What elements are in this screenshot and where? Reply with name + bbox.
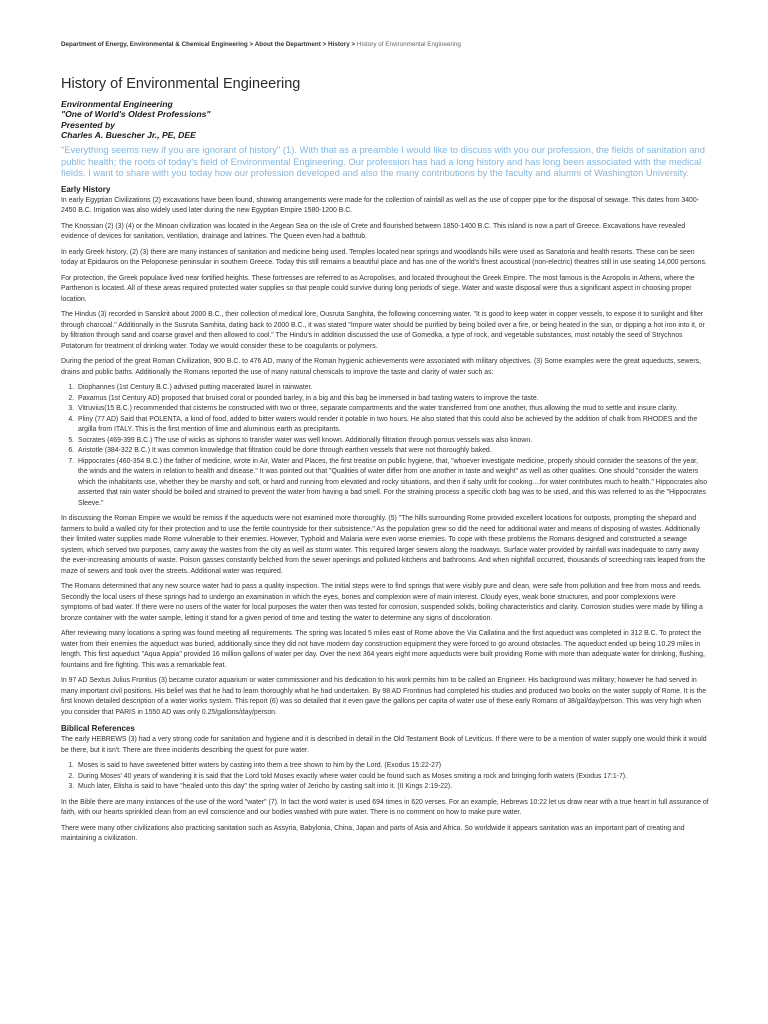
byline-author: Charles A. Buescher Jr., PE, DEE <box>61 129 196 140</box>
list-item: 6. Aristotle (384-322 B.C.) It was common knowledge that filtration could be done through earthen vessels that were not thoroughly baked. <box>76 446 709 457</box>
list-item: 3. Much later, Elisha is said to have "healed unto this day" the spring water of Jericho by casting salt into it. (II Kings 2:19-22). <box>76 782 709 793</box>
list-item: 1. Moses is said to have sweetened bitter waters by casting into them a tree shown to him by the Lord. (Exodus 15:22-27) <box>76 761 709 772</box>
page-title: History of Environmental Engineering <box>61 76 301 92</box>
paragraph: In early Egyptian Civilizations (2) excavations have been found, showing arrangements were made for the collection of rainfall as well as the use of copper pipe for the disposal of sewage. This dates from 3400-2450 B.C. Irrigation was also widely used later during the new Egyptian Empire 1580-1200 B.C. <box>61 196 699 215</box>
list-item: 2. During Moses' 40 years of wandering it is said that the Lord told Moses exactly where water could be found such as Moses smiting a rock and bringing forth waters (Exodus 17:1-7). <box>76 772 709 783</box>
breadcrumb-current: History of Environmental Engineering <box>356 41 461 48</box>
breadcrumb-separator: > <box>322 41 327 48</box>
section-heading-early-history: Early History <box>61 184 111 194</box>
breadcrumb-link-about[interactable]: About the Department <box>254 41 321 48</box>
list-item: 5. Socrates (469-399 B.C.) The use of wicks as siphons to transfer water was well known. Additionally filtration through porous vessels was also known. <box>76 436 709 447</box>
list-item: 1. Diophannes (1st Century B.C.) advised putting macerated laurel in rainwater. <box>76 383 709 394</box>
breadcrumb <box>61 40 709 49</box>
paragraph: In early Greek history, (2) (3) there are many instances of sanitation and medicine being used. Temples located near springs and woodlands hills were used as Sanatoria and health resorts. These can be seen today at Epidauros on the Peloponese peninsular in southern Greece. Today this still remains a beautiful place and has one of the world's finest acoustical (non-electric) theatres still in use seating 14,000 persons. <box>61 248 707 267</box>
paragraph: The early HEBREWS (3) had a very strong code for sanitation and hygiene and it is described in detail in the Old Testament Book of Leviticus. If there were to be a mention of water supply one would think it would be there, but it isn't. There are three incidents describing the quest for pure water. <box>61 736 707 754</box>
paragraph: During the period of the great Roman Civilization, 900 B.C. to 476 AD, many of the Roman hygienic achievements were associated with military objectives. (3) Some examples were the great aqueducts, sewers, drains and public baths. Additionally the Romans reported the use of many natural chemicals to improve the taste and clarity of water such as: <box>61 358 701 376</box>
intro-quote: "Everything seems new if you are ignorant of history" (1). With that as a preamble I would like to discuss with you our profession, the fields of sanitation and public health; the roots of today's field of Environmental Engineering. Our profession has had a long history and has long been associated with the medical fields. I want to share with you today how our profession developed and also the many contributions by the faculty and alumni of Washington University. <box>61 144 705 179</box>
byline-subtitle: "One of World's Oldest Professions" <box>61 109 211 120</box>
paragraph: For protection, the Greek populace lived near fortified heights. These fortresses are referred to as Acropolises, and located throughout the Greek Empire. The most famous is the Acropolis in Athens, where the Parthenon is located. All of these areas required protected water supplies so that people could survive during long periods of siege. Water and waste disposal were thus a significant aspect in choosing proper location. <box>61 274 695 303</box>
breadcrumb-separator: > <box>249 41 254 48</box>
byline <box>61 99 709 140</box>
biblical-list <box>61 761 709 793</box>
byline-presented: Presented by <box>61 119 115 130</box>
breadcrumb-link-department[interactable]: Department of Energy, Environmental & Chemical Engineering <box>61 41 248 48</box>
paragraph: After reviewing many locations a spring was found meeting all requirements. The spring was located 5 miles east of Rome above the Via Callatina and the first aqueduct was completed in 312 B.C. To protect the water from their enemies the aqueduct was buried, additionally since they did not have modern day construction equipment they were forced to go around obstacles. The aqueduct ended up being 10.29 miles in length. This first aqueduct "Aqua Appia" provided 16 million gallons of water per day. Over the next 364 years eight more aqueducts were built providing Rome with more than adequate water for drinking, flushing, fountains and fire fighting. This was a remarkable feat. <box>61 630 705 669</box>
list-item: 4. Pliny (77 AD) Said that POLENTA, a kind of food, added to bitter waters would render it potable in two hours. He also stated that this could also be achieved by the addition of chalk from RHODES and the argilla from ITALY. This is the first mention of lime and aluminous earth as precipitants. <box>76 415 709 436</box>
section-heading-biblical-references: Biblical References <box>61 724 135 734</box>
roman-water-treatment-list <box>61 383 709 509</box>
paragraph: The Hindus (3) recorded in Sanskrit about 2000 B.C., their collection of medical lore, Ousruta Sanghita, the following concerning water. "It is good to keep water in copper vessels, to expose it to sunlight and filter through charcoal." Additionally in the Susruta Samhita, dating back to 2000 B.C., it was stated "Impure water should be purified by being boiled over a fire, or being heated in the sun, or dipping a hot iron into it, or by filtration through sand and coarse gravel and then allowed to cool." The Hindu's in addition discussed the use of Gomedka, a type of rock, and vegetable substances, most notably the seed of Strychnos Potatorum for treatment of drinking water. Today we would consider these to be coagulants or polymers. <box>61 311 705 350</box>
paragraph: In 97 AD Sextus Julius Frontius (3) became curator aquarium or water commissioner and his dedication to his work permits him to be called an Engineer. His background was military; however he had served in many important civil positions. His belief was that he had to learn thoroughly what he had undertaken. By 98 AD Frontinus had completed his studies and produced two books on the water supply of Rome. It is the first known detailed description of a water works system. This report (6) was so detailed that it even gave the gallons per capita of water use of these early Romans of 38/gal/day/person. This was very high when you consider that PARIS in 1550 AD was only 0.25/gallons/day/person. <box>61 677 707 716</box>
list-item: 2. Paxamus (1st Century AD) proposed that bruised coral or pounded barley, in a big and this bag be immersed in bad tasting waters to improve the taste. <box>76 394 709 405</box>
article <box>61 40 709 850</box>
paragraph: In the Bible there are many instances of the use of the word "water" (7). In fact the word water is used 694 times in 620 verses. For an example, Hebrews 10:22 let us draw near with a true heart in full assurance of faith, with our hearts sprinkled clean from an evil conscience and our bodies washed with pure water. There is no comment on how to make pure water. <box>61 798 709 817</box>
breadcrumb-link-history[interactable]: History <box>328 41 350 48</box>
list-item: 3. Vitruvius(15 B.C.) recommended that cisterns be constructed with two or three, separate compartments and the water transferred from one another, thus allowing the mud to settle and insure clarity. <box>76 404 709 415</box>
paragraph: There were many other civilizations also practicing sanitation such as Assyria, Babylonia, China, Japan and parts of Asia and Africa. So worldwide it appears sanitation was an important part of creating and maintaining a civilization. <box>61 824 685 843</box>
list-item: 7. Hippocrates (460-354 B.C.) the father of medicine, wrote in Air, Water and Places, the first treatise on public hygiene, that, "whoever investigate medicine, properly should consider the seasons of the year, the winds and the waters in relation to health and disease." It was pointed out that "Qualities of water differ from one another in taste and weight" as well as other qualities. One should "consider the waters which the inhabitants use, whether they be marshy and soft, or hard and running from elevated and rocky situations, and then if salty unfit for cooking....for water contributes much to health." Hippocrates also asserted that rain water should be boiled and strained to prevent the water from having a bad smell. For the straining process a specific cloth bag was to be used, and this was referred to as the "Hippocrates Sleeve." <box>76 457 709 510</box>
byline-subject: Environmental Engineering <box>61 99 173 109</box>
paragraph: The Knossian (2) (3) (4) or the Minoan civilization was located in the Aegean Sea on the isle of Crete and flourished between 1850-1400 B.C. This island is now a part of Greece. Excavations have revealed evidence of devices for sanitation, ventilation, drainage and latrines. The Queen even had a bathtub. <box>61 222 686 241</box>
paragraph: The Romans determined that any new source water had to pass a quality inspection. The initial steps were to find springs that were visibly pure and clean, were safe from pollution and free from moss and reeds. Secondly the local users of these springs had to undergo an examination in which the eyes, bones and complexion were of main interest. Cloudy eyes, weak bone structures, and poor complexions were symptoms of bad water. If there were no users of the water for local purposes the water then was tested for corrosion, suspended solids, boiling characteristics and clarity. Corrosion studies were made by filling a bronze container with the water sample, letting it stand for a given period of time and testing the water to determine any signs of discoloration. <box>61 583 703 622</box>
breadcrumb-separator: > <box>351 41 356 48</box>
paragraph: In discussing the Roman Empire we would be remiss if the aqueducts were not examined more thoroughly. (5) "The hills surrounding Rome provided excellent locations for outposts, prompting the shepard and farmers to build a walled city for their protection and to use the fertile countryside for their subsistence." As the population grew so did the need for additional water and means of disposing of wastes. Additionally their limited water supplies made Rome vulnerable to their enemies. However, Typhoid and Malaria were even worse enemies. To cope with these problems the Romans designed and constructed a sewage system, which served two purposes, carry away the wastes from the city as well as storm water. This required larger sewers along the roadways. Surface water provided by rainfall was inadequate to carry away the ever-increasing amounts of waste. Poison gasses constantly belched from the sewer openings and polluted kitchens and bathrooms. And when nightfall occurred, thousands of screeching rats leaped from the maze of sewers and took over the streets. Additional water was required. <box>61 515 706 575</box>
